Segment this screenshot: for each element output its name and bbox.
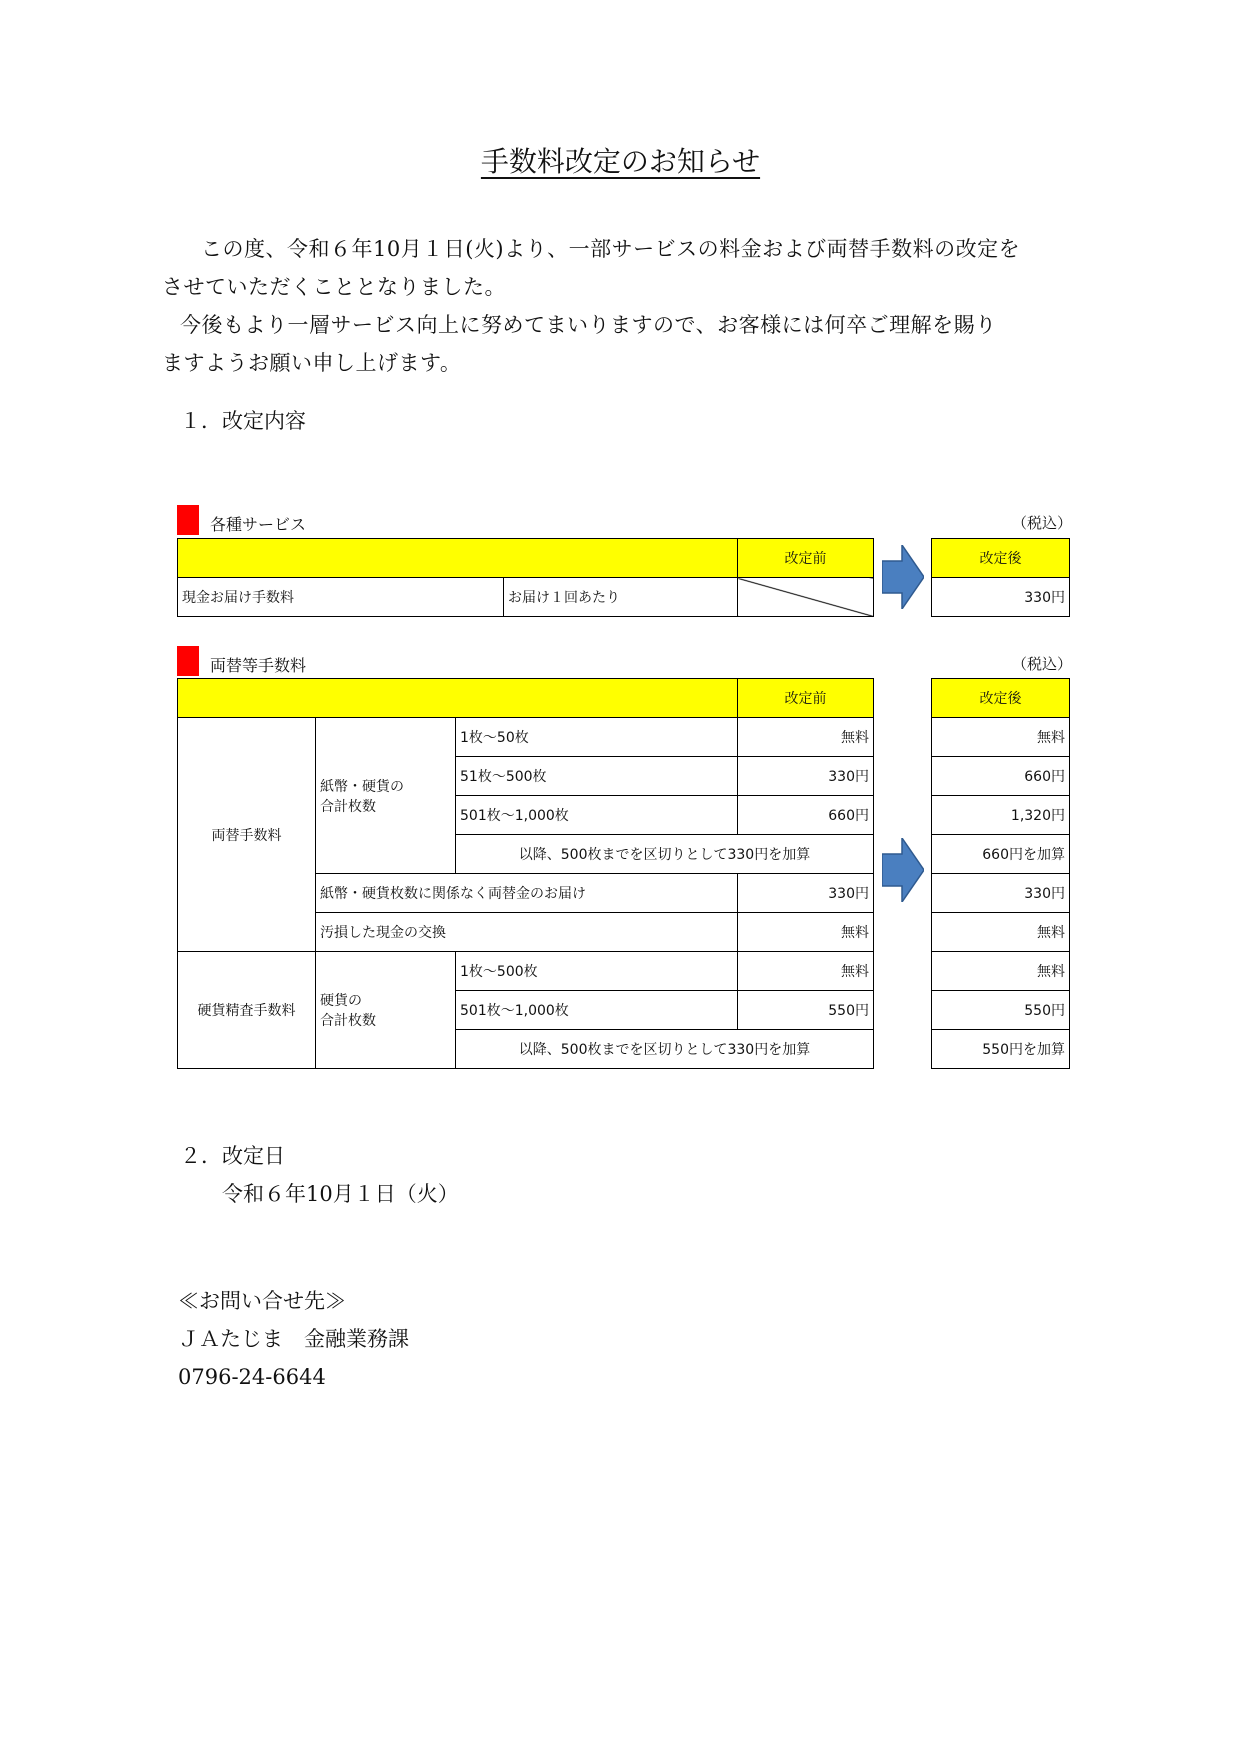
before-value: 無料 [738, 952, 874, 991]
before-value: 330円 [738, 757, 874, 796]
after-value: 無料 [932, 952, 1070, 991]
table1-title: 各種サービス [210, 515, 307, 534]
table1-after [931, 538, 1070, 617]
subgroup-total-count: 紙幣・硬貨の 合計枚数 [316, 718, 456, 874]
table2-after [931, 678, 1070, 1069]
contact-org: ＪＡたじま 金融業務課 [178, 1327, 409, 1351]
table2-title: 両替等手数料 [210, 656, 307, 675]
header-after: 改定後 [932, 539, 1070, 578]
revision-date: 令和６年10月１日（火） [222, 1182, 459, 1206]
service-unit: お届け１回あたり [504, 578, 738, 617]
arrow-right-icon [882, 545, 924, 609]
contact-phone: 0796-24-6644 [178, 1365, 326, 1389]
range-cell: 501枚～1,000枚 [456, 991, 738, 1030]
table1-before [177, 538, 874, 617]
header-before: 改定前 [738, 679, 874, 718]
red-marker [177, 646, 199, 676]
after-value: 660円を加算 [932, 835, 1070, 874]
after-value: 660円 [932, 757, 1070, 796]
after-value: 550円を加算 [932, 1030, 1070, 1069]
table2-before [177, 678, 874, 1069]
contact-heading: ≪お問い合せ先≫ [178, 1289, 346, 1313]
intro-paragraph: この度、令和６年10月１日(火)より、一部サービスの料金および両替手数料の改定を させていただくこととなりました。 今後もより一層サービス向上に努めてまいりますので、お客様には何卒ご理解を賜り ますようお願い申し上げます。 [162, 237, 1021, 375]
service-name: 現金お届け手数料 [178, 578, 504, 617]
group-coin-fee: 硬貨精査手数料 [178, 952, 316, 1069]
before-value: 550円 [738, 991, 874, 1030]
section2-heading: ２．改定日 [180, 1144, 285, 1168]
before-value: 無料 [738, 913, 874, 952]
header-after: 改定後 [932, 679, 1070, 718]
range-cell: 1枚～50枚 [456, 718, 738, 757]
after-value: 550円 [932, 991, 1070, 1030]
contact-block [178, 1282, 409, 1396]
after-value: 330円 [932, 874, 1070, 913]
subgroup-coin-count: 硬貨の 合計枚数 [316, 952, 456, 1069]
after-value: 1,320円 [932, 796, 1070, 835]
before-empty-cell [738, 578, 874, 617]
after-value: 330円 [932, 578, 1070, 617]
before-value: 660円 [738, 796, 874, 835]
range-cell: 1枚～500枚 [456, 952, 738, 991]
after-value: 無料 [932, 913, 1070, 952]
delivery-label: 紙幣・硬貨枚数に関係なく両替金のお届け [316, 874, 738, 913]
before-value: 無料 [738, 718, 874, 757]
group-exchange-fee: 両替手数料 [178, 718, 316, 952]
header-before: 改定前 [738, 539, 874, 578]
range-cell: 51枚～500枚 [456, 757, 738, 796]
red-marker [177, 505, 199, 535]
section1-heading: １．改定内容 [180, 409, 306, 433]
before-value: 330円 [738, 874, 874, 913]
range-cell: 501枚～1,000枚 [456, 796, 738, 835]
additional-note: 以降、500枚までを区切りとして330円を加算 [456, 1030, 874, 1069]
after-value: 無料 [932, 718, 1070, 757]
additional-note: 以降、500枚までを区切りとして330円を加算 [456, 835, 874, 874]
table2-tax-note: （税込） [1012, 655, 1073, 673]
page-title: 手数料改定のお知らせ [480, 145, 761, 178]
table1-tax-note: （税込） [1012, 514, 1073, 532]
damaged-label: 汚損した現金の交換 [316, 913, 738, 952]
arrow-right-icon [882, 838, 924, 902]
